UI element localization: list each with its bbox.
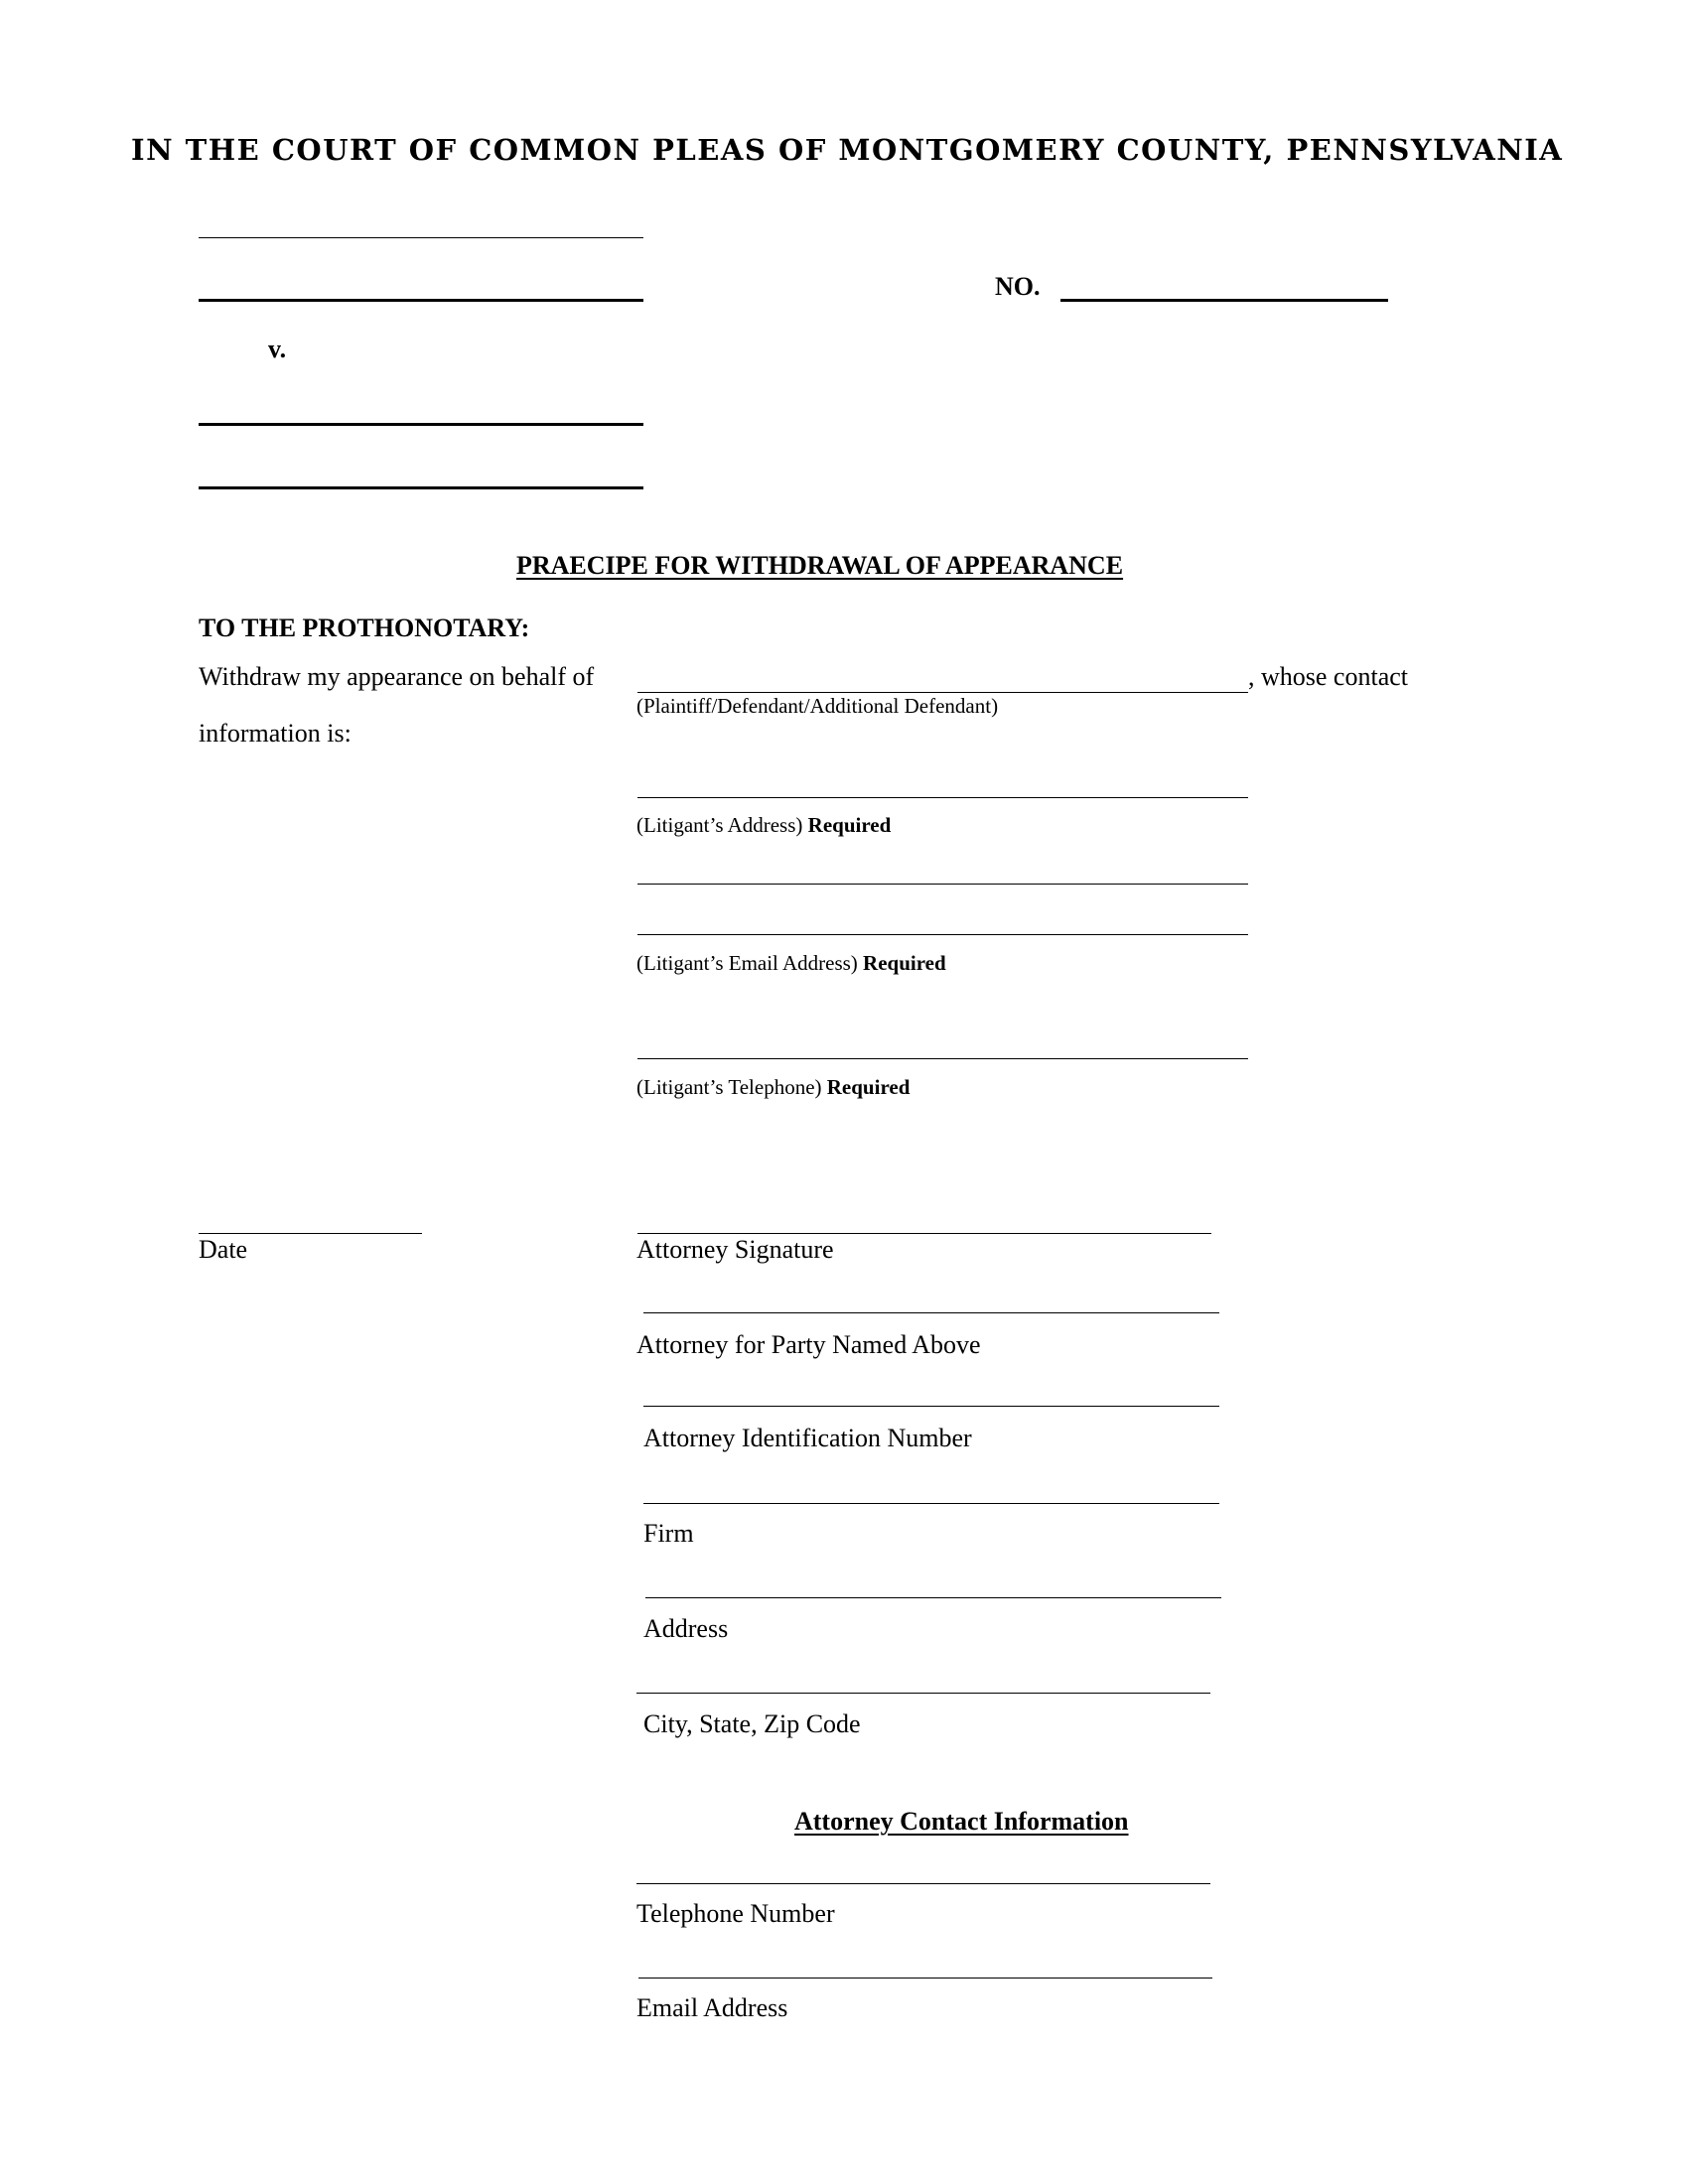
contact-heading: Attorney Contact Information <box>794 1807 1129 1836</box>
attorney-email-field[interactable] <box>638 1978 1212 1979</box>
required-tag: Required <box>807 813 892 837</box>
defendant-line-1[interactable] <box>199 423 643 426</box>
attorney-for-party-field[interactable] <box>643 1312 1219 1313</box>
litigant-address-line-2[interactable] <box>637 884 1248 885</box>
information-is-text: information is: <box>199 719 352 748</box>
party-hint: (Plaintiff/Defendant/Additional Defendant) <box>636 694 999 718</box>
litigant-address-field[interactable] <box>637 797 1248 798</box>
litigant-email-label: (Litigant’s Email Address) Required <box>636 951 946 975</box>
attorney-signature-field[interactable] <box>637 1233 1211 1234</box>
party-field[interactable] <box>637 692 1248 693</box>
attorney-address-label: Address <box>643 1614 729 1643</box>
litigant-telephone-field[interactable] <box>637 1058 1248 1059</box>
case-number-field[interactable] <box>1060 299 1388 302</box>
date-label: Date <box>199 1235 248 1264</box>
city-state-zip-field[interactable] <box>636 1693 1210 1694</box>
attorney-signature-label: Attorney Signature <box>636 1235 834 1264</box>
litigant-email-field[interactable] <box>637 934 1248 935</box>
defendant-line-2[interactable] <box>199 486 643 489</box>
attorney-email-label: Email Address <box>636 1993 788 2022</box>
withdraw-lead-text: Withdraw my appearance on behalf of <box>199 662 595 691</box>
attorney-id-field[interactable] <box>643 1406 1219 1407</box>
salutation: TO THE PROTHONOTARY: <box>199 614 530 642</box>
plaintiff-line-1[interactable] <box>199 237 643 238</box>
firm-field[interactable] <box>643 1503 1219 1504</box>
city-state-zip-label: City, State, Zip Code <box>643 1709 861 1738</box>
case-number-label: NO. <box>995 272 1041 301</box>
litigant-address-label: (Litigant’s Address) Required <box>636 813 892 837</box>
plaintiff-line-2[interactable] <box>199 299 643 302</box>
attorney-address-field[interactable] <box>645 1597 1221 1598</box>
litigant-telephone-label: (Litigant’s Telephone) Required <box>636 1075 911 1099</box>
date-field[interactable] <box>199 1233 422 1234</box>
court-title: IN THE COURT OF COMMON PLEAS OF MONTGOMERY COUNTY, PENNSYLVANIA <box>131 133 1564 167</box>
versus-label: v. <box>268 335 287 363</box>
required-tag: Required <box>863 951 946 975</box>
attorney-telephone-field[interactable] <box>636 1883 1210 1884</box>
attorney-telephone-label: Telephone Number <box>636 1899 835 1928</box>
attorney-id-label: Attorney Identification Number <box>643 1424 972 1452</box>
required-tag: Required <box>826 1075 911 1099</box>
attorney-for-party-label: Attorney for Party Named Above <box>636 1330 981 1359</box>
whose-contact-text: , whose contact <box>1248 662 1409 691</box>
firm-label: Firm <box>643 1519 694 1548</box>
document-title: PRAECIPE FOR WITHDRAWAL OF APPEARANCE <box>516 551 1124 580</box>
